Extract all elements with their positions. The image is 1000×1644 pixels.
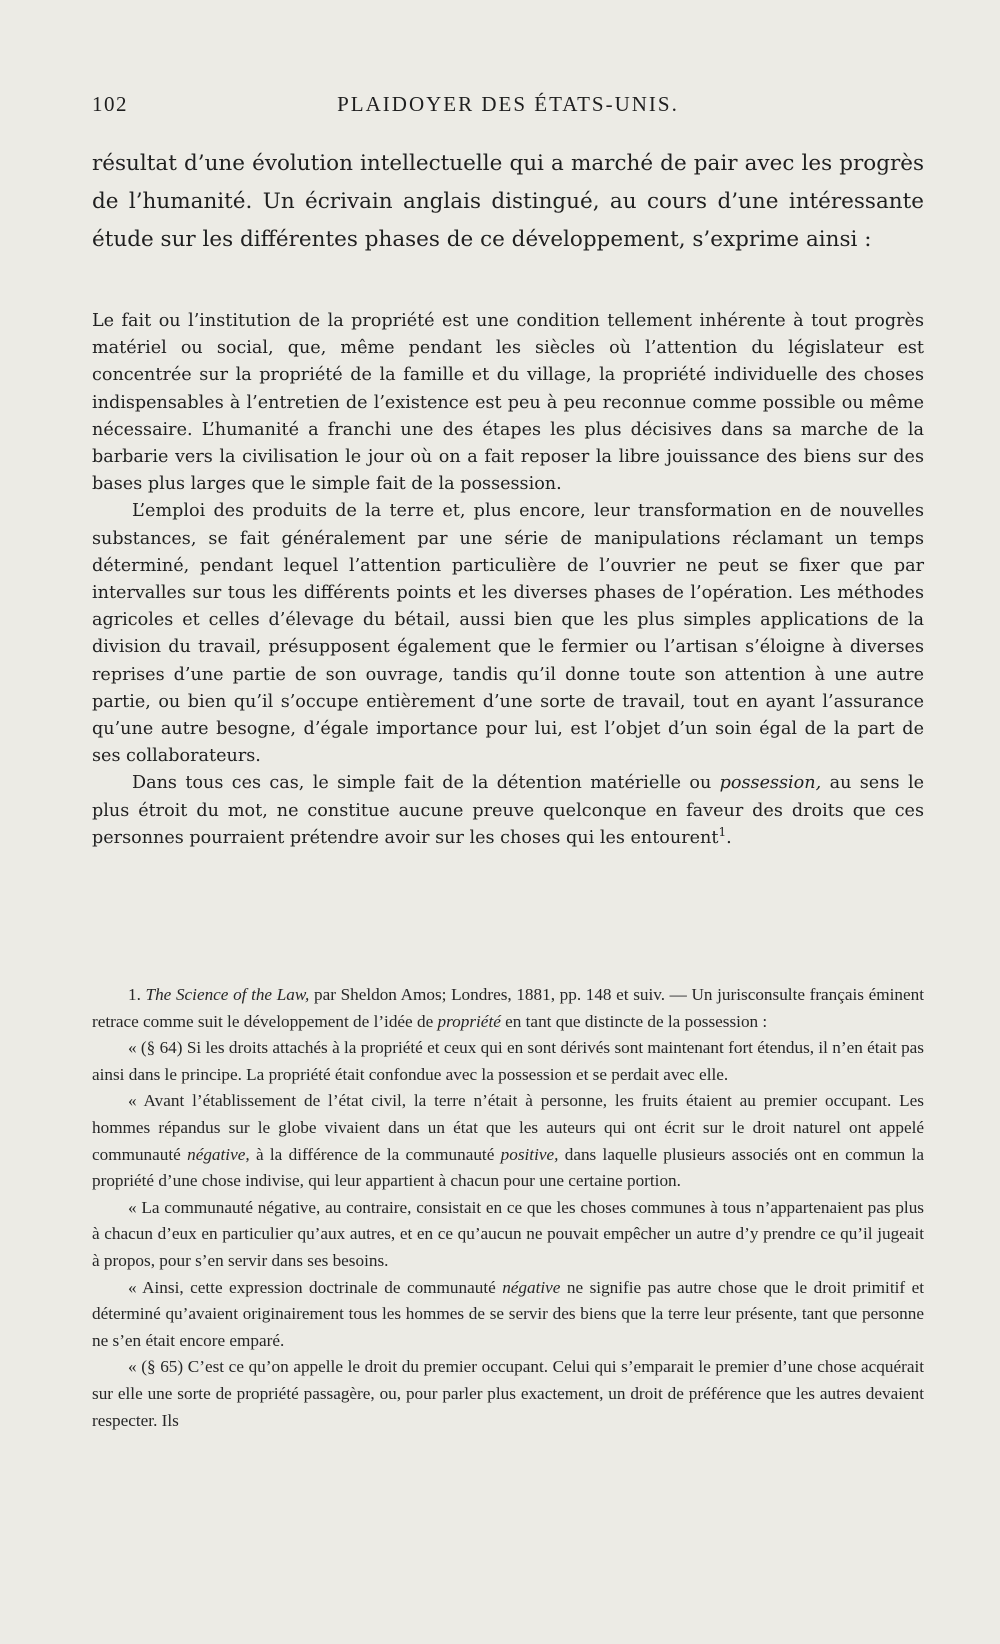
- footnote-book-title: The Science of the Law,: [145, 985, 310, 1004]
- footnote-p5-b: ne signifie pas autre chose que le droit primitif et déterminé qu’avaient originairement tous les hommes de se servir des biens que la terre leur présente, tant que personne ne s’en était encore emparé.: [92, 1277, 924, 1350]
- footnote-p5-a: « Ainsi, cette expression doctrinale de communauté: [128, 1277, 503, 1297]
- page-number: 102: [92, 92, 128, 116]
- running-title: PLAIDOYER DES ÉTATS-UNIS.: [337, 92, 679, 116]
- footnote-paragraph-6: « (§ 65) C’est ce qu’on appelle le droit du premier occupant. Celui qui s’emparait le premier d’une chose acquérait sur elle une sorte de propriété passagère, ou, pour parler plus exactement, un droit de préférence que les autres devaient respecter. Ils: [92, 1357, 924, 1430]
- footnote-p5-italic: négative: [502, 1277, 561, 1297]
- main-text: [92, 145, 924, 259]
- footnote-text-1: par Sheldon Amos; Londres, 1881, pp. 148 et suiv. — Un jurisconsulte français éminent retrace comme suit le développement de l’idée de: [92, 985, 925, 1031]
- footnote-marker: 1.: [128, 985, 141, 1004]
- footnote-p3-italic-1: négative,: [187, 1144, 250, 1164]
- quote-p3-italic: possession,: [719, 773, 822, 794]
- page-header: [92, 92, 924, 122]
- footnote-p3-b: à la différence de la communauté: [249, 1144, 501, 1164]
- quote-p3-before: Dans tous ces cas, le simple fait de la détention matérielle ou: [132, 773, 720, 794]
- footnote-italic-propriete: propriété: [437, 1011, 501, 1031]
- footnote-1: [92, 982, 924, 1035]
- footnotes: [92, 982, 924, 1434]
- footnote-p3-italic-2: positive,: [500, 1144, 559, 1164]
- quote-p3-after: au sens le plus étroit du mot, ne constitue aucune preuve quelconque en faveur des droits que ces personnes pourraient prétendre avoir sur les choses qui les entourent: [92, 773, 924, 848]
- footnote-text-1-end: en tant que distincte de la possession :: [500, 1011, 768, 1031]
- footnote-ref[interactable]: 1: [718, 825, 727, 839]
- footnote-p3-a: « Avant l’établissement de l’état civil, la terre n’était à personne, les fruits étaient au premier occupant. Les hommes répandus sur le globe vivaient dans un état que les auteurs qui ont écrit sur le droit naturel ont appelé communauté: [92, 1091, 924, 1164]
- quote-paragraph-2: L’emploi des produits de la terre et, plus encore, leur transformation en de nouvelles substances, se fait généralement par une série de manipulations réclamant un temps déterminé, pendant lequel l’attention particulière de l’ouvrier ne peut se fixer que par intervalles sur tous les différents points et les diverses phases de l’opération. Les méthodes agricoles et celles d’élevage du bétail, aussi bien que les plus simples applications de la division du travail, présupposent également que le fermier ou l’artisan s’éloigne à diverses reprises d’une partie de son ouvrage, tandis qu’il donne toute son attention à une autre partie, ou bien qu’il s’occupe entièrement d’une sorte de travail, tout en ayant l’assurance qu’une autre besogne, d’égale importance pour lui, est l’objet d’un soin égal de la part de ses collaborateurs.: [92, 501, 924, 767]
- footnote-paragraph-5: [92, 1275, 924, 1355]
- quote-paragraph-3: [92, 770, 924, 852]
- footnote-paragraph-4: « La communauté négative, au contraire, consistait en ce que les choses communes à tous n’appartenaient pas plus à chacun d’eux en particulier qu’aux autres, et en ce qu’aucun ne pouvait empêcher un autre d’y prendre ce qu’il jugeait à propos, pour s’en servir dans ses besoins.: [92, 1197, 924, 1270]
- quote-p3-end: .: [726, 827, 732, 848]
- footnote-p3-c: dans laquelle plusieurs associés ont en commun la propriété d’une chose indivise, qui leur appartient à chacun pour une certaine portion.: [92, 1144, 924, 1191]
- block-quote: [92, 308, 924, 852]
- quote-paragraph-1: Le fait ou l’institution de la propriété est une condition tellement inhérente à tout progrès matériel ou social, que, même pendant les siècles où l’attention du législateur est concentrée sur la propriété de la famille et du village, la propriété individuelle des choses indispensables à l’entretien de l’existence est peu à peu reconnue comme possible ou même nécessaire. L’humanité a franchi une des étapes les plus décisives dans sa marche de la barbarie vers la civilisation le jour où on a fait reposer la libre jouissance des biens sur des bases plus larges que le simple fait de la possession.: [92, 311, 924, 495]
- footnote-paragraph-3: [92, 1088, 924, 1194]
- footnote-paragraph-2: « (§ 64) Si les droits attachés à la propriété et ceux qui en sont dérivés sont maintenant fort étendus, il n’en était pas ainsi dans le principe. La propriété était confondue avec la possession et se perdait avec elle.: [92, 1038, 924, 1084]
- intro-paragraph: résultat d’une évolution intellectuelle qui a marché de pair avec les progrès de l’humanité. Un écrivain anglais distingué, au cours d’une intéressante étude sur les différentes phases de ce développement, s’exprime ainsi :: [92, 151, 924, 252]
